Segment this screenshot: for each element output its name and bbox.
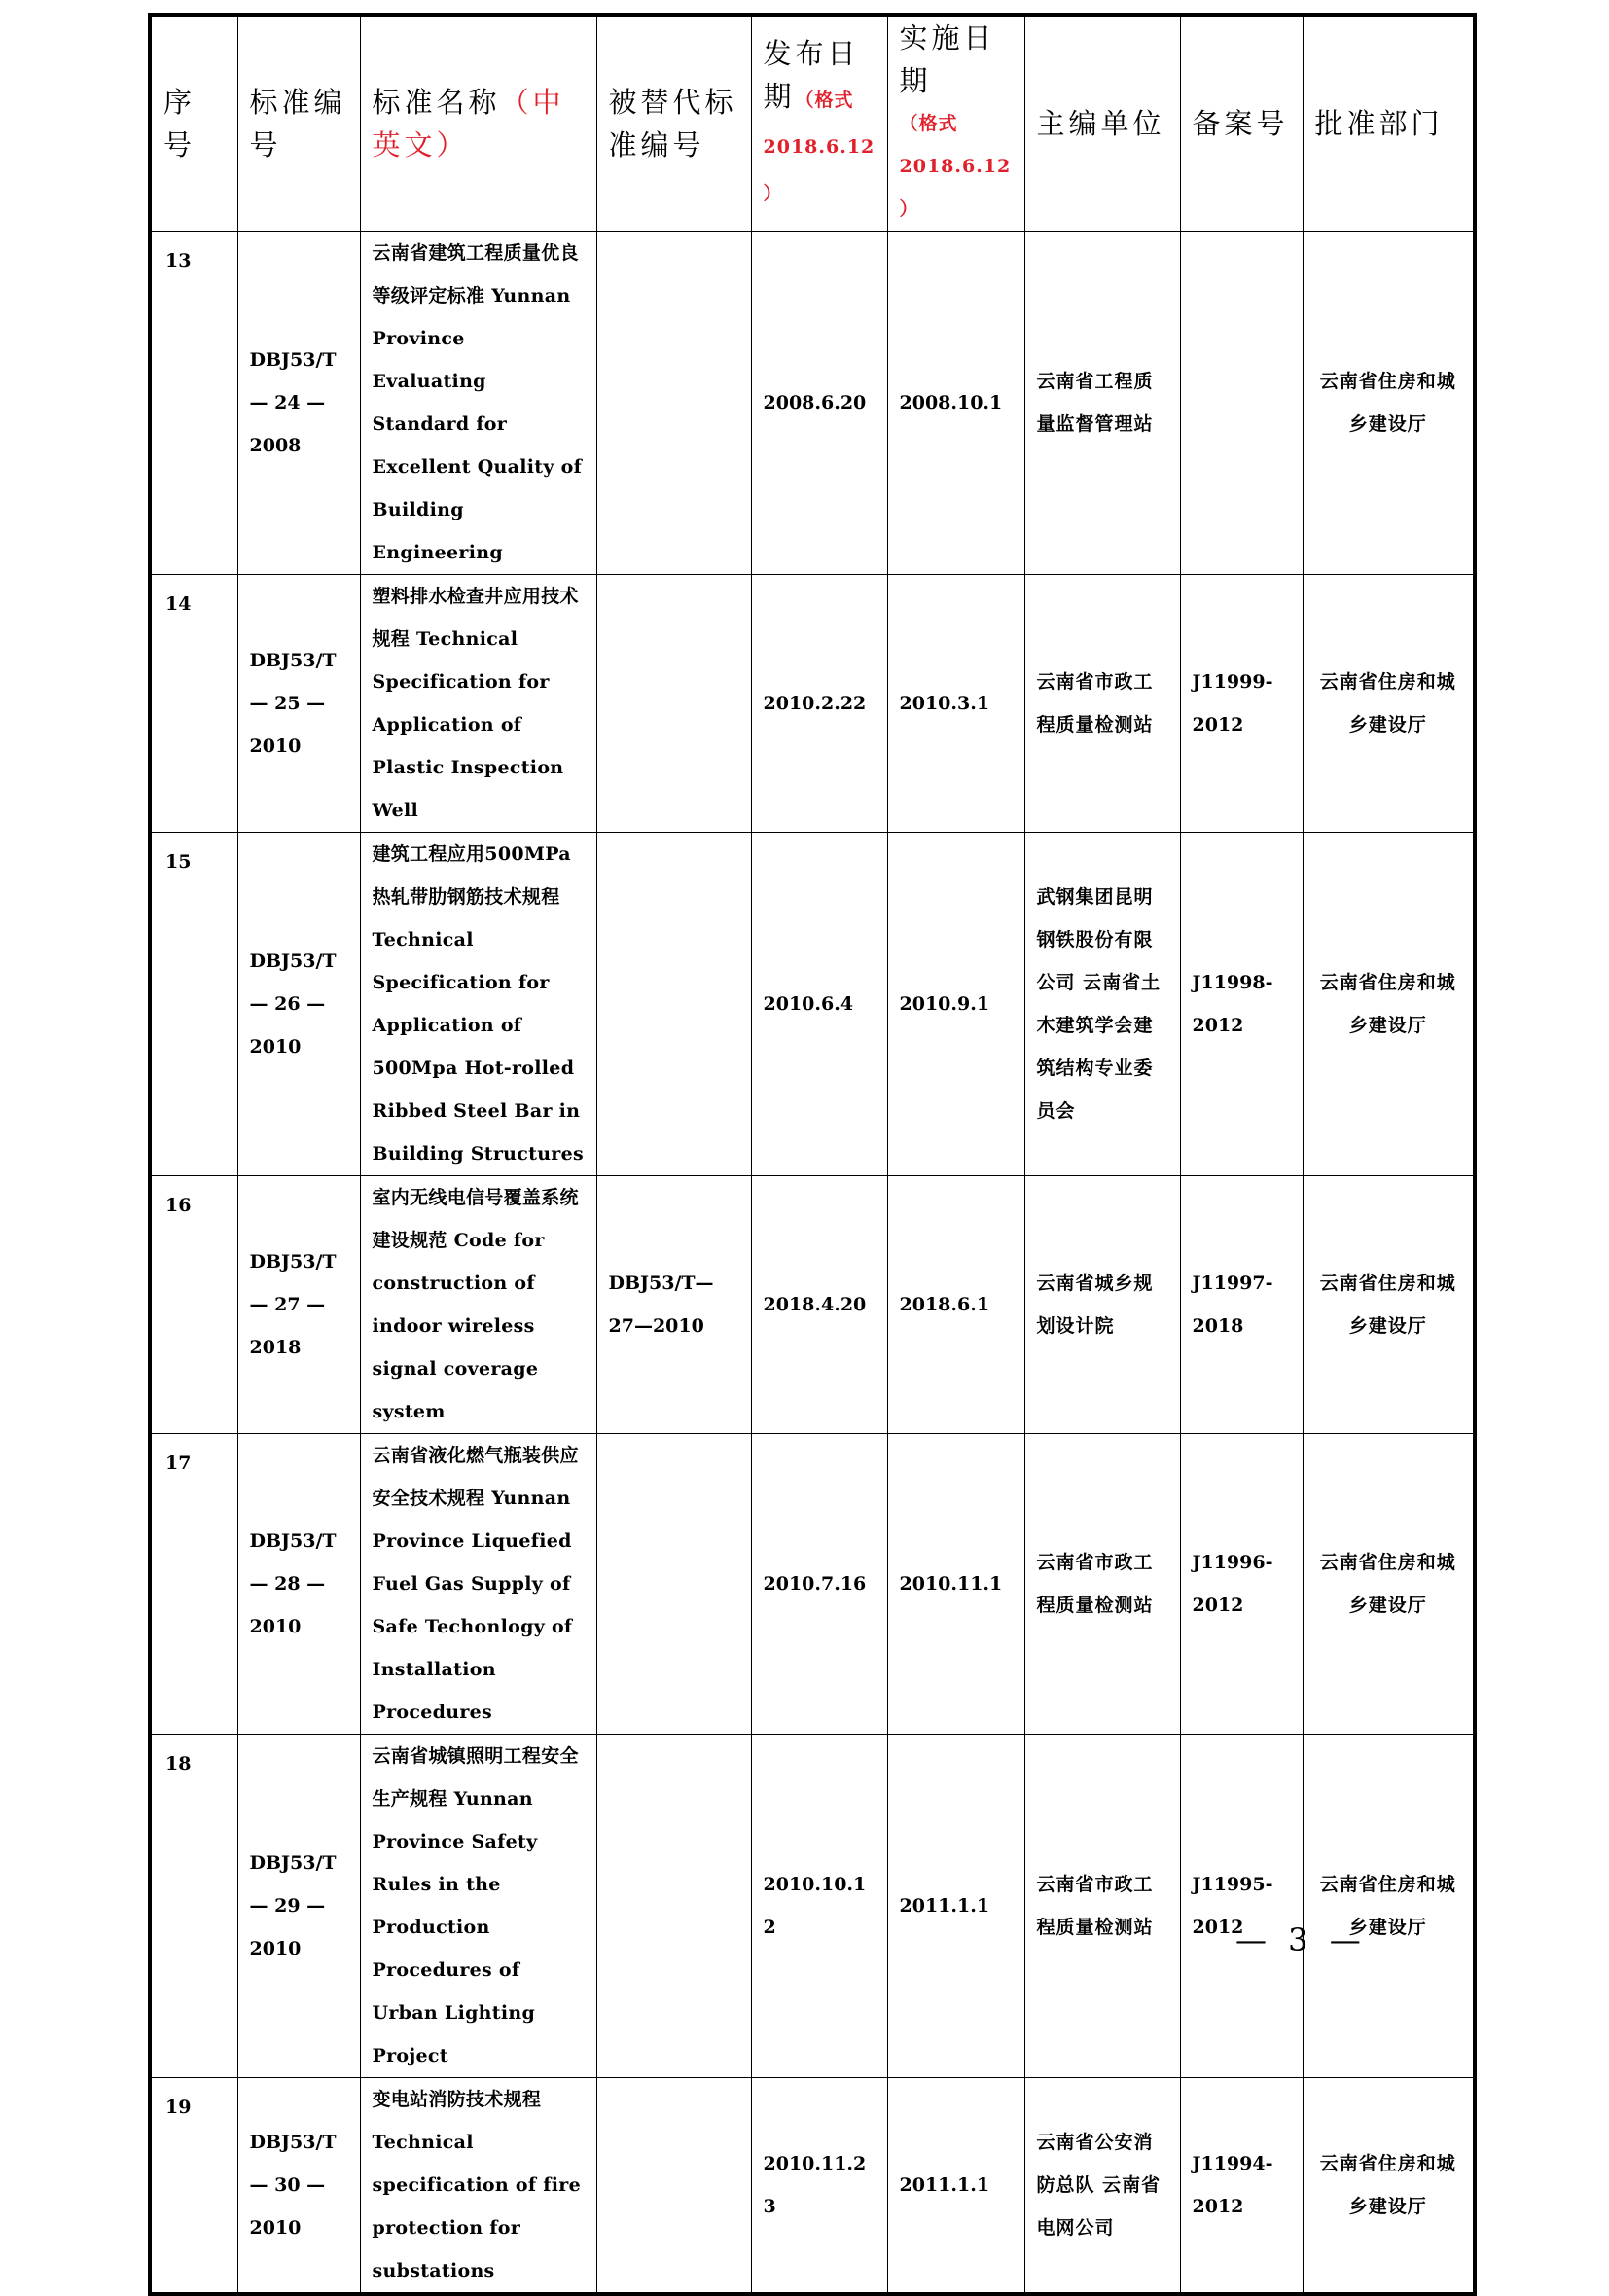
page-number: — 3 — <box>1235 1921 1367 1958</box>
header-record: 备案号 <box>1180 15 1303 232</box>
cell-standard-name: 云南省液化燃气瓶装供应安全技术规程 Yunnan Province Liquefied Fuel Gas Supply of Safe Techonlogy of Installation Procedures <box>360 1434 596 1735</box>
cell-publish-date: 2010.7.16 <box>751 1434 887 1735</box>
cell-seq: 17 <box>150 1434 237 1735</box>
cell-editor: 云南省市政工程质量检测站 <box>1024 575 1180 833</box>
header-implement-date <box>887 15 1024 232</box>
header-approver: 批准部门 <box>1303 15 1475 232</box>
cell-approver: 云南省住房和城乡建设厅 <box>1303 1434 1475 1735</box>
cell-code <box>237 1176 360 1434</box>
cell-code <box>237 833 360 1176</box>
cell-standard-name: 云南省建筑工程质量优良等级评定标准 Yunnan Province Evaluating Standard for Excellent Quality of Building Engineering <box>360 232 596 575</box>
code-part: DBJ53/T <box>249 349 337 371</box>
code-part: DBJ53/T <box>249 951 337 972</box>
code-part: — 30 — <box>249 2174 326 2196</box>
cell-editor: 云南省公安消防总队 云南省电网公司 <box>1024 2078 1180 2295</box>
cell-seq: 18 <box>150 1735 237 2078</box>
cell-seq: 15 <box>150 833 237 1176</box>
table-row <box>150 2078 1475 2295</box>
code-part: — 28 — <box>249 1573 326 1595</box>
cell-replaced <box>596 1735 751 2078</box>
header-name-main: 标准名称 <box>372 86 501 119</box>
header-name-note: （中英文） <box>372 86 565 161</box>
cell-approver: 云南省住房和城乡建设厅 <box>1303 575 1475 833</box>
cell-seq: 16 <box>150 1176 237 1434</box>
cell-editor: 云南省市政工程质量检测站 <box>1024 1735 1180 2078</box>
code-part: 2010 <box>249 1616 302 1637</box>
cell-standard-name: 变电站消防技术规程 Technical specification of fire protection for substations <box>360 2078 596 2295</box>
cell-code <box>237 1434 360 1735</box>
cell-record <box>1180 232 1303 575</box>
cell-implement-date: 2011.1.1 <box>887 1735 1024 2078</box>
cell-approver: 云南省住房和城乡建设厅 <box>1303 833 1475 1176</box>
code-part: 2018 <box>249 1337 302 1358</box>
cell-publish-date: 2018.4.20 <box>751 1176 887 1434</box>
cell-record: J11999-2012 <box>1180 575 1303 833</box>
cell-publish-date: 2010.6.4 <box>751 833 887 1176</box>
cell-seq: 14 <box>150 575 237 833</box>
cell-code <box>237 232 360 575</box>
code-part: DBJ53/T <box>249 1530 337 1552</box>
code-part: 2010 <box>249 1036 302 1058</box>
cell-standard-name: 云南省城镇照明工程安全生产规程 Yunnan Province Safety Rules in the Production Procedures of Urban Lighting Project <box>360 1735 596 2078</box>
cell-standard-name: 室内无线电信号覆盖系统建设规范 Code for construction of indoor wireless signal coverage system <box>360 1176 596 1434</box>
cell-record: J11995-2012 <box>1180 1735 1303 2078</box>
cell-record: J11994-2012 <box>1180 2078 1303 2295</box>
code-part: 2010 <box>249 2217 302 2239</box>
code-part: DBJ53/T <box>249 1852 337 1874</box>
cell-record: J11996-2012 <box>1180 1434 1303 1735</box>
cell-record: J11998-2012 <box>1180 833 1303 1176</box>
cell-replaced <box>596 833 751 1176</box>
header-implement-main: 实施日期 <box>899 21 996 97</box>
cell-publish-date: 2008.6.20 <box>751 232 887 575</box>
cell-implement-date: 2010.3.1 <box>887 575 1024 833</box>
cell-implement-date: 2010.9.1 <box>887 833 1024 1176</box>
code-part: DBJ53/T <box>249 2132 337 2153</box>
code-part: — 27 — <box>249 1294 326 1315</box>
cell-approver: 云南省住房和城乡建设厅 <box>1303 1176 1475 1434</box>
code-part: — 25 — <box>249 693 326 714</box>
header-code: 标准编号 <box>237 15 360 232</box>
cell-approver: 云南省住房和城乡建设厅 <box>1303 2078 1475 2295</box>
cell-replaced: DBJ53/T—27—2010 <box>596 1176 751 1434</box>
cell-editor: 云南省城乡规划设计院 <box>1024 1176 1180 1434</box>
code-part: DBJ53/T <box>249 1251 337 1273</box>
cell-seq: 13 <box>150 232 237 575</box>
table-row <box>150 232 1475 575</box>
table-row <box>150 1735 1475 2078</box>
cell-replaced <box>596 575 751 833</box>
cell-publish-date: 2010.10.12 <box>751 1735 887 2078</box>
header-editor: 主编单位 <box>1024 15 1180 232</box>
cell-implement-date: 2011.1.1 <box>887 2078 1024 2295</box>
header-implement-format: （格式2018.6.12） <box>899 113 1012 220</box>
cell-record: J11997-2018 <box>1180 1176 1303 1434</box>
cell-implement-date: 2018.6.1 <box>887 1176 1024 1434</box>
table-row <box>150 575 1475 833</box>
header-seq: 序号 <box>150 15 237 232</box>
cell-editor: 云南省工程质量监督管理站 <box>1024 232 1180 575</box>
code-part: 2010 <box>249 735 302 757</box>
cell-code <box>237 2078 360 2295</box>
cell-implement-date: 2008.10.1 <box>887 232 1024 575</box>
cell-standard-name: 塑料排水检查井应用技术规程 Technical Specification for Application of Plastic Inspection Well <box>360 575 596 833</box>
code-part: — 29 — <box>249 1895 326 1917</box>
cell-replaced <box>596 232 751 575</box>
code-part: — 24 — <box>249 392 326 413</box>
code-part: 2008 <box>249 435 302 456</box>
table-row <box>150 1176 1475 1434</box>
cell-editor: 云南省市政工程质量检测站 <box>1024 1434 1180 1735</box>
cell-editor: 武钢集团昆明钢铁股份有限公司 云南省土木建筑学会建筑结构专业委员会 <box>1024 833 1180 1176</box>
cell-seq: 19 <box>150 2078 237 2295</box>
cell-publish-date: 2010.11.23 <box>751 2078 887 2295</box>
header-publish-main: 发布日期 <box>763 37 860 113</box>
cell-standard-name: 建筑工程应用500MPa热轧带肋钢筋技术规程 Technical Specification for Application of 500Mpa Hot-rolled Ribbed Steel Bar in Building Structures <box>360 833 596 1176</box>
cell-publish-date: 2010.2.22 <box>751 575 887 833</box>
cell-implement-date: 2010.11.1 <box>887 1434 1024 1735</box>
code-part: 2010 <box>249 1938 302 1959</box>
cell-replaced <box>596 2078 751 2295</box>
header-name <box>360 15 596 232</box>
cell-code <box>237 1735 360 2078</box>
table-row <box>150 1434 1475 1735</box>
header-replaced: 被替代标准编号 <box>596 15 751 232</box>
cell-replaced <box>596 1434 751 1735</box>
cell-approver: 云南省住房和城乡建设厅 <box>1303 232 1475 575</box>
table-row <box>150 833 1475 1176</box>
header-row <box>150 15 1475 232</box>
cell-approver: 云南省住房和城乡建设厅 <box>1303 1735 1475 2078</box>
code-part: DBJ53/T <box>249 650 337 671</box>
cell-code <box>237 575 360 833</box>
header-publish-format: （格式2018.6.12） <box>763 90 876 204</box>
code-part: — 26 — <box>249 993 326 1015</box>
header-publish-date <box>751 15 887 232</box>
